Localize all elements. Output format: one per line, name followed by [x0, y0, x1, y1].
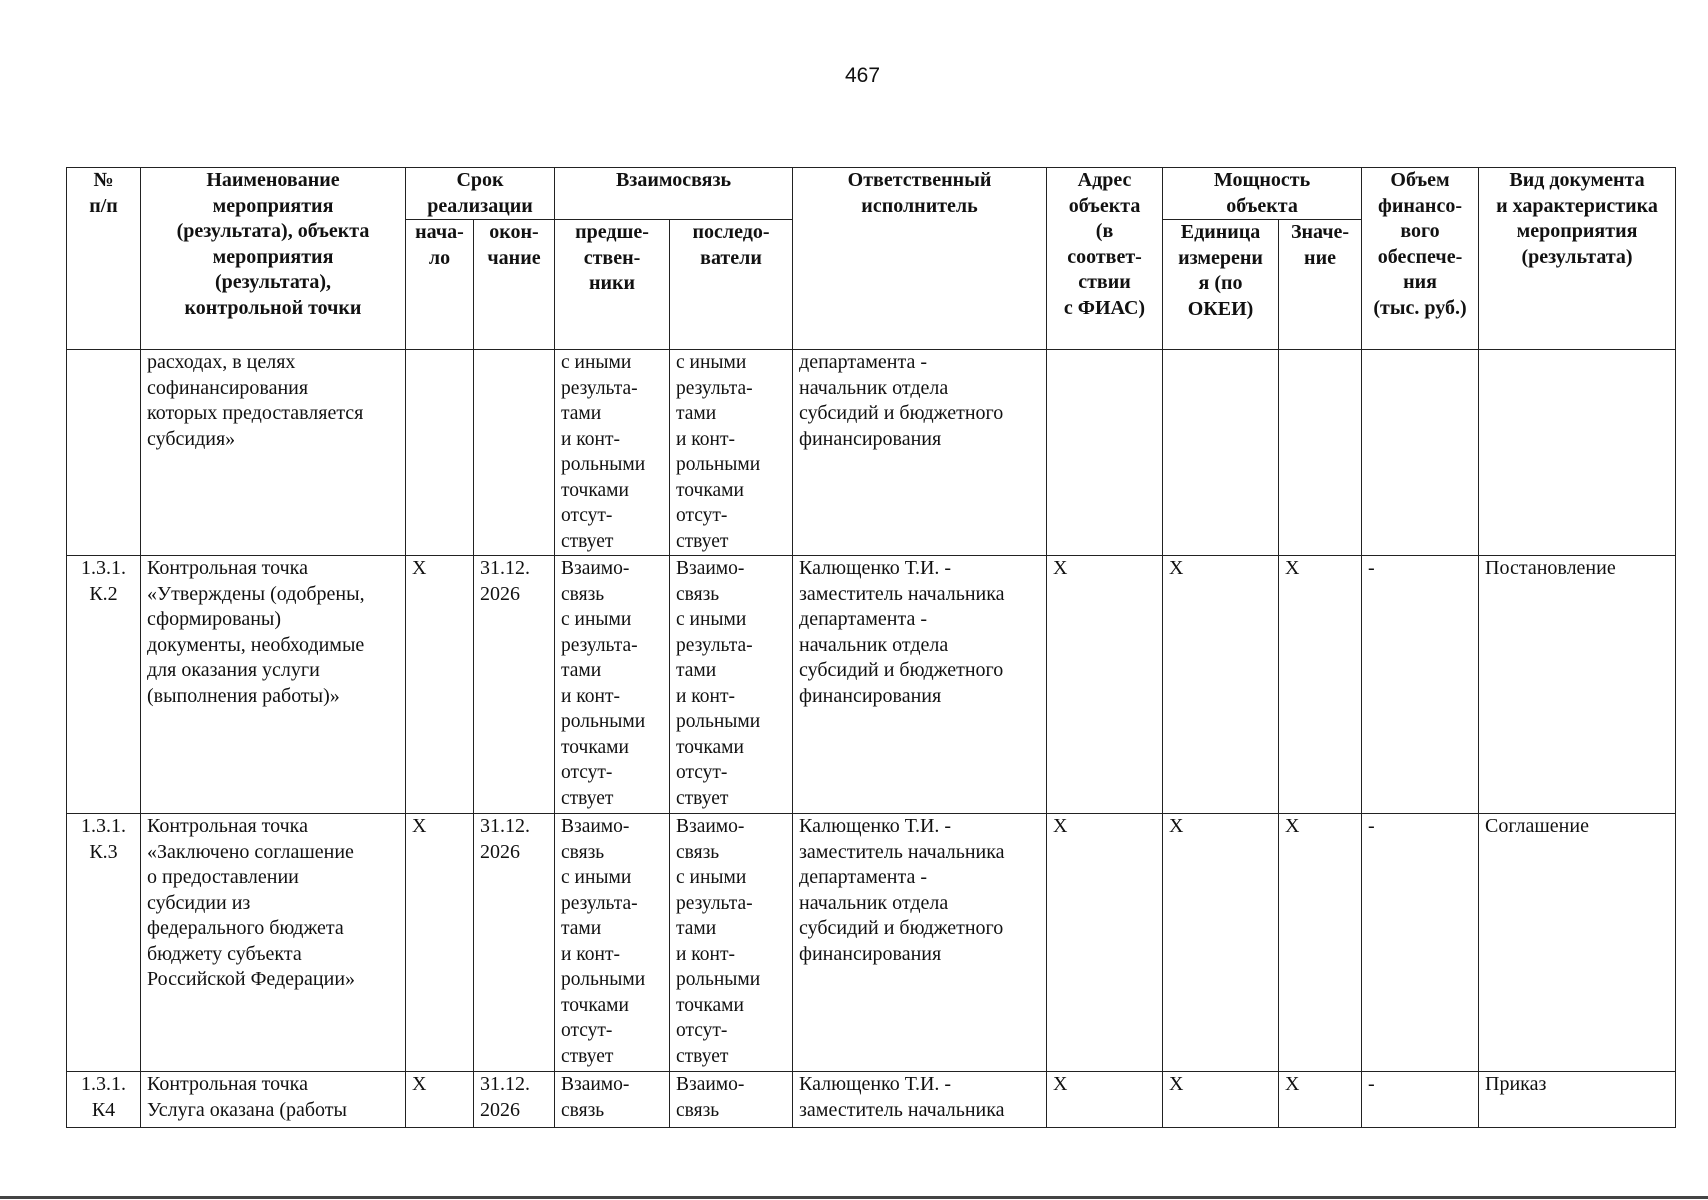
page-number: 467	[844, 64, 881, 87]
header-unit: Единица измерени я (по ОКЕИ)	[1163, 220, 1279, 350]
cell-start	[406, 350, 474, 556]
cell-name: расходах, в целях софинансирования которых предоставляется субсидия»	[141, 350, 406, 556]
cell-name: Контрольная точка «Утверждены (одобрены, сформированы) документы, необходимые для оказания услуги (выполнения работы)»	[141, 556, 406, 814]
cell-end	[474, 350, 555, 556]
cell-num	[67, 350, 141, 556]
cell-predecessors: Взаимо- связь с иными результа- тами и конт- рольными точками отсут- ствует	[555, 556, 670, 814]
cell-responsible: Калющенко Т.И. - заместитель начальника департамента - начальник отдела субсидий и бюджетного финансирования	[793, 556, 1047, 814]
header-finance: Объем финансо- вого обеспече- ния (тыс. руб.)	[1362, 168, 1479, 350]
cell-unit: X	[1163, 556, 1279, 814]
cell-name: Контрольная точка «Заключено соглашение о предоставлении субсидии из федерального бюджета бюджету субъекта Российской Федерации»	[141, 814, 406, 1072]
cell-address: X	[1047, 1072, 1163, 1128]
header-responsible: Ответственный исполнитель	[793, 168, 1047, 350]
cell-address: X	[1047, 556, 1163, 814]
cell-end: 31.12. 2026	[474, 1072, 555, 1128]
cell-value	[1279, 350, 1362, 556]
cell-value: X	[1279, 1072, 1362, 1128]
cell-successors: Взаимо- связь с иными результа- тами и конт- рольными точками отсут- ствует	[670, 556, 793, 814]
header-doctype: Вид документа и характеристика мероприятия (результата)	[1479, 168, 1676, 350]
cell-unit	[1163, 350, 1279, 556]
header-relation: Взаимосвязь	[555, 168, 793, 220]
cell-predecessors: Взаимо- связь	[555, 1072, 670, 1128]
cell-address	[1047, 350, 1163, 556]
header-start: нача- ло	[406, 220, 474, 350]
activity-plan-table	[66, 167, 1676, 1128]
cell-doctype	[1479, 350, 1676, 556]
header-period: Срок реализации	[406, 168, 555, 220]
cell-finance: -	[1362, 814, 1479, 1072]
table-header-row	[67, 168, 1676, 220]
header-value: Значе- ние	[1279, 220, 1362, 350]
cell-value: X	[1279, 556, 1362, 814]
cell-finance: -	[1362, 556, 1479, 814]
page-bottom-edge	[0, 1196, 1708, 1199]
header-name: Наименование мероприятия (результата), объекта мероприятия (результата), контрольной точки	[141, 168, 406, 350]
cell-value: X	[1279, 814, 1362, 1072]
table-row	[67, 556, 1676, 814]
cell-end: 31.12. 2026	[474, 814, 555, 1072]
cell-num: 1.3.1. К.3	[67, 814, 141, 1072]
cell-num: 1.3.1. К.2	[67, 556, 141, 814]
cell-predecessors: с иными результа- тами и конт- рольными точками отсут- ствует	[555, 350, 670, 556]
cell-start: X	[406, 1072, 474, 1128]
cell-unit: X	[1163, 1072, 1279, 1128]
header-successors: последо- ватели	[670, 220, 793, 350]
cell-unit: X	[1163, 814, 1279, 1072]
header-address: Адрес объекта (в соответ- ствии с ФИАС)	[1047, 168, 1163, 350]
cell-responsible: департамента - начальник отдела субсидий и бюджетного финансирования	[793, 350, 1047, 556]
cell-successors: Взаимо- связь	[670, 1072, 793, 1128]
header-num: № п/п	[67, 168, 141, 350]
header-capacity: Мощность объекта	[1163, 168, 1362, 220]
header-end: окон- чание	[474, 220, 555, 350]
cell-num: 1.3.1. К4	[67, 1072, 141, 1128]
cell-name: Контрольная точка Услуга оказана (работы	[141, 1072, 406, 1128]
cell-doctype: Приказ	[1479, 1072, 1676, 1128]
cell-doctype: Постановление	[1479, 556, 1676, 814]
cell-responsible: Калющенко Т.И. - заместитель начальника департамента - начальник отдела субсидий и бюджетного финансирования	[793, 814, 1047, 1072]
cell-end: 31.12. 2026	[474, 556, 555, 814]
cell-address: X	[1047, 814, 1163, 1072]
cell-finance	[1362, 350, 1479, 556]
cell-doctype: Соглашение	[1479, 814, 1676, 1072]
header-predecessors: предше- ствен- ники	[555, 220, 670, 350]
cell-successors: с иными результа- тами и конт- рольными точками отсут- ствует	[670, 350, 793, 556]
table-row	[67, 1072, 1676, 1128]
cell-start: X	[406, 556, 474, 814]
cell-finance: -	[1362, 1072, 1479, 1128]
table-row	[67, 814, 1676, 1072]
cell-predecessors: Взаимо- связь с иными результа- тами и конт- рольными точками отсут- ствует	[555, 814, 670, 1072]
cell-start: X	[406, 814, 474, 1072]
cell-successors: Взаимо- связь с иными результа- тами и конт- рольными точками отсут- ствует	[670, 814, 793, 1072]
cell-responsible: Калющенко Т.И. - заместитель начальника	[793, 1072, 1047, 1128]
table-row	[67, 350, 1676, 556]
